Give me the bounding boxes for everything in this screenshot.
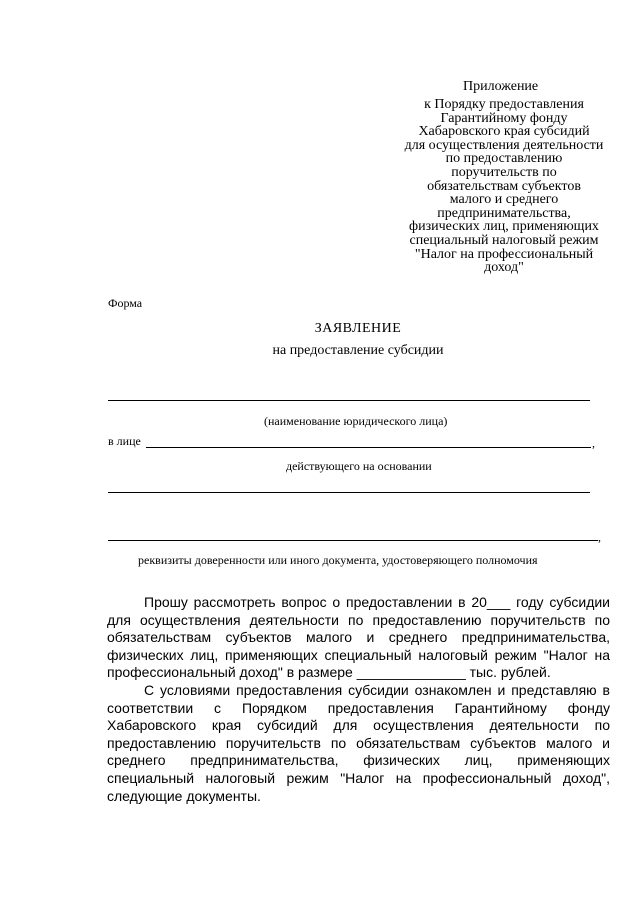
basis-document-line[interactable] bbox=[108, 492, 590, 493]
appendix-line: специальный налоговый режим bbox=[409, 232, 599, 248]
request-text: Прошу рассмотреть вопрос о предоставлении в 20___ году субсидии для осуществления деятельности по предоставлению поручительств по обязательствам субъектов малого и среднего предпринимательства, физических лиц, применяющих специальный налоговый режим "Налог на профессиональный доход" в размере bbox=[107, 594, 610, 681]
proxy-details-line[interactable] bbox=[108, 540, 598, 541]
trailing-comma: , bbox=[598, 530, 601, 544]
application-body bbox=[107, 594, 610, 805]
appendix-line: Гарантийному фонду bbox=[440, 110, 568, 126]
appendix-line: Хабаровского края субсидий bbox=[418, 124, 590, 140]
legal-entity-name-line[interactable] bbox=[108, 400, 590, 401]
amount-unit: тыс. рублей. bbox=[469, 664, 551, 681]
appendix-line: физических лиц, применяющих bbox=[409, 219, 599, 235]
documents-paragraph: С условиями предоставления субсидии ознакомлен и представляю в соответствии с Порядком предоставления Гарантийному фонду Хабаровского края субсидий для осуществления деятельности по предоставлению поручительств по обязательствам субъектов малого и среднего предпринимательства, физических лиц, применяющих специальный налоговый режим "Налог на профессиональный доход", следующие документы. bbox=[107, 681, 610, 804]
proxy-caption: реквизиты доверенности или иного документа, удостоверяющего полномочия bbox=[138, 553, 538, 567]
document-title: ЗАЯВЛЕНИЕ bbox=[314, 321, 402, 336]
appendix-line: доход" bbox=[484, 260, 524, 276]
request-paragraph bbox=[107, 594, 610, 682]
form-label: Форма bbox=[108, 296, 143, 310]
appendix-line: предпринимательства, bbox=[437, 205, 571, 221]
amount-blank[interactable]: ______________ bbox=[356, 664, 466, 681]
appendix-line: по предоставлению bbox=[445, 151, 563, 167]
legal-entity-caption: (наименование юридического лица) bbox=[264, 414, 448, 428]
trailing-comma: , bbox=[592, 436, 595, 450]
appendix-line: "Налог на профессиональный bbox=[414, 246, 594, 262]
in-person-label: в лице bbox=[108, 434, 141, 448]
acting-basis-caption: действующего на основании bbox=[286, 459, 432, 473]
appendix-line: поручительств по bbox=[451, 164, 557, 180]
appendix-title: Приложение bbox=[463, 79, 539, 94]
representative-name-line[interactable] bbox=[146, 447, 591, 448]
appendix-line: малого и среднего bbox=[449, 192, 559, 208]
appendix-reference bbox=[395, 98, 613, 275]
appendix-line: к Порядку предоставления bbox=[424, 97, 584, 112]
appendix-line: обязательствам субъектов bbox=[427, 178, 581, 194]
document-subtitle: на предоставление субсидии bbox=[272, 343, 444, 358]
appendix-line: для осуществления деятельности bbox=[404, 137, 604, 153]
